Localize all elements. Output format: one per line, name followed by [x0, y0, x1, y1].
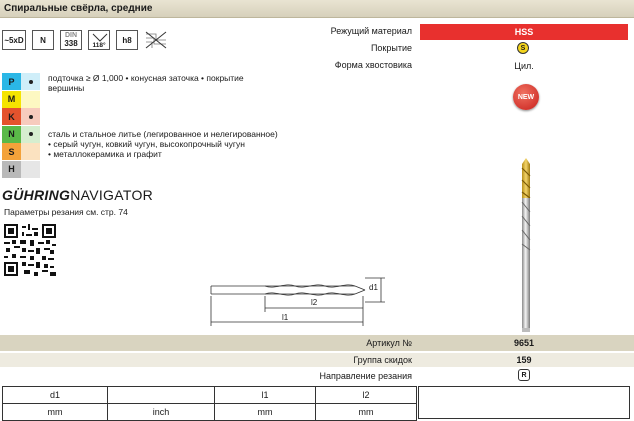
label-l1: l1 — [282, 313, 289, 322]
article-band: Артикул № 9651 — [0, 335, 634, 351]
table-units-row: mm inch mm mm — [3, 404, 417, 421]
property-row-material: Режущий материал HSS — [296, 24, 634, 40]
suitable-dot-icon — [29, 80, 33, 84]
cutting-params-link[interactable]: Параметры резания см. стр. 74 — [4, 207, 128, 217]
property-row-coating: Покрытие S — [296, 41, 634, 57]
iso-group-k: K — [2, 108, 21, 125]
label-l2: l2 — [311, 298, 318, 307]
iso-suitability-s — [21, 143, 40, 160]
iso-group-h: H — [2, 161, 21, 178]
iso-suitability-p — [21, 73, 40, 90]
coating-badge-icon: S — [517, 42, 529, 54]
dimensions-table — [2, 386, 417, 421]
iso-group-m: M — [2, 91, 21, 108]
suitable-dot-icon — [29, 115, 33, 119]
iso-group-s: S — [2, 143, 21, 160]
iso-suitability-m — [21, 91, 40, 108]
tolerance-h8-icon: h8 — [116, 30, 138, 50]
suitable-dot-icon — [29, 132, 33, 136]
title-bar — [0, 0, 634, 18]
iso-suitability-k — [21, 108, 40, 125]
discount-group: 159 — [516, 355, 532, 365]
iso-suitability-n — [21, 126, 40, 143]
page-title: Спиральные свёрла, средние — [4, 3, 153, 14]
no-coolant-icon — [144, 30, 168, 50]
drill-drawing — [205, 268, 395, 330]
iso-suitability-h — [21, 161, 40, 178]
point-angle-icon: 118° — [88, 30, 110, 50]
right-hand-icon: R — [518, 369, 530, 381]
material-value: HSS — [420, 24, 628, 40]
qr-code — [4, 224, 56, 276]
new-badge: NEW — [513, 84, 539, 110]
din-standard-icon: DIN 338 — [60, 30, 82, 50]
discount-band: Группа скидок 159 — [0, 353, 634, 367]
article-table-box — [418, 386, 630, 419]
table-header-row: d1 l1 l2 — [3, 387, 417, 404]
type-n-icon: N — [32, 30, 54, 50]
label-d1: d1 — [369, 283, 378, 292]
article-number: 9651 — [513, 338, 535, 348]
iso-group-n: N — [2, 126, 21, 143]
desc-n: сталь и стальное литье (легированное и нелегированное) • серый чугун, ковкий чугун, высокопрочный чугун • металлокерамика и графит — [48, 129, 278, 159]
brand-logo: GÜHRINGNAVIGATOR — [2, 187, 154, 203]
desc-p: подточка ≥ Ø 1,000 • конусная заточка • покрытие вершины — [48, 73, 244, 93]
iso-group-p: P — [2, 73, 21, 90]
property-row-shank: Форма хвостовика Цил. — [334, 60, 534, 71]
length-ratio-icon: ~5xD — [2, 30, 26, 50]
drill-image — [516, 158, 536, 333]
direction-band: Направление резания R — [0, 369, 634, 383]
